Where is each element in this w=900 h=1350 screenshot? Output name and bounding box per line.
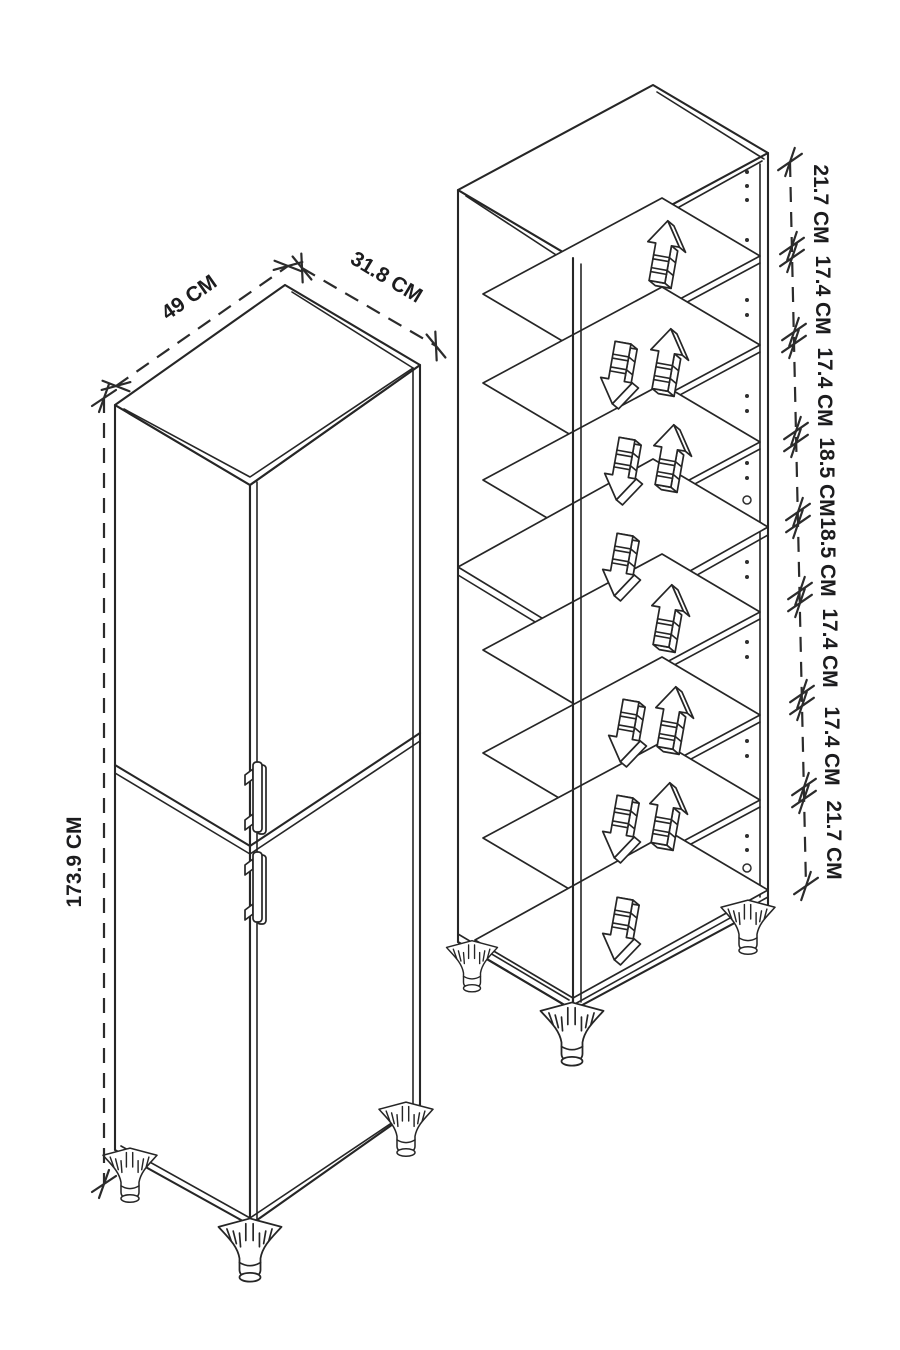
peg-hole bbox=[745, 739, 749, 743]
peg-hole bbox=[745, 640, 749, 644]
height-label: 173.9 CM bbox=[63, 816, 86, 908]
peg-hole bbox=[745, 575, 749, 579]
peg-hole bbox=[745, 848, 749, 852]
foot-front bbox=[219, 1218, 282, 1281]
compartment-label-3: 17.4 CM bbox=[813, 347, 836, 427]
dimension-tick bbox=[284, 251, 320, 286]
peg-hole bbox=[745, 170, 749, 174]
peg-hole bbox=[745, 238, 749, 242]
peg-hole bbox=[745, 834, 749, 838]
peg-hole bbox=[745, 184, 749, 188]
depth-label: 31.8 CM bbox=[346, 247, 427, 308]
peg-hole bbox=[745, 198, 749, 202]
compartment-label-8: 21.7 CM bbox=[822, 800, 845, 880]
compartment-label-5: 18.5 CM bbox=[816, 517, 839, 597]
foot-front bbox=[541, 1002, 604, 1065]
compartment-label-7: 17.4 CM bbox=[820, 706, 843, 786]
height-dimension bbox=[63, 384, 116, 1198]
compartment-label-2: 17.4 CM bbox=[811, 255, 834, 335]
dimension-tick bbox=[418, 329, 454, 364]
closed-cabinet-view bbox=[63, 247, 454, 1282]
open-cabinet-view bbox=[447, 85, 846, 1066]
side-panel-face bbox=[115, 405, 250, 1225]
shelf-dimensions bbox=[778, 148, 845, 900]
peg-hole bbox=[745, 461, 749, 465]
width-label: 49 CM bbox=[157, 270, 222, 325]
foot-left bbox=[103, 1148, 157, 1202]
peg-hole bbox=[745, 394, 749, 398]
peg-hole bbox=[745, 754, 749, 758]
peg-hole bbox=[745, 560, 749, 564]
foot-right bbox=[721, 900, 775, 954]
cam-lock-hole bbox=[743, 496, 751, 504]
foot-left bbox=[447, 941, 498, 992]
compartment-label-6: 17.4 CM bbox=[818, 608, 841, 688]
peg-hole bbox=[745, 655, 749, 659]
peg-hole bbox=[745, 298, 749, 302]
cam-lock-hole bbox=[743, 864, 751, 872]
cabinet-body bbox=[115, 285, 420, 1225]
compartment-label-4: 18.5 CM bbox=[815, 437, 838, 517]
peg-hole bbox=[745, 409, 749, 413]
compartment-label-1: 21.7 CM bbox=[809, 164, 832, 244]
peg-hole bbox=[745, 476, 749, 480]
door-face bbox=[250, 365, 420, 1225]
peg-hole bbox=[745, 313, 749, 317]
